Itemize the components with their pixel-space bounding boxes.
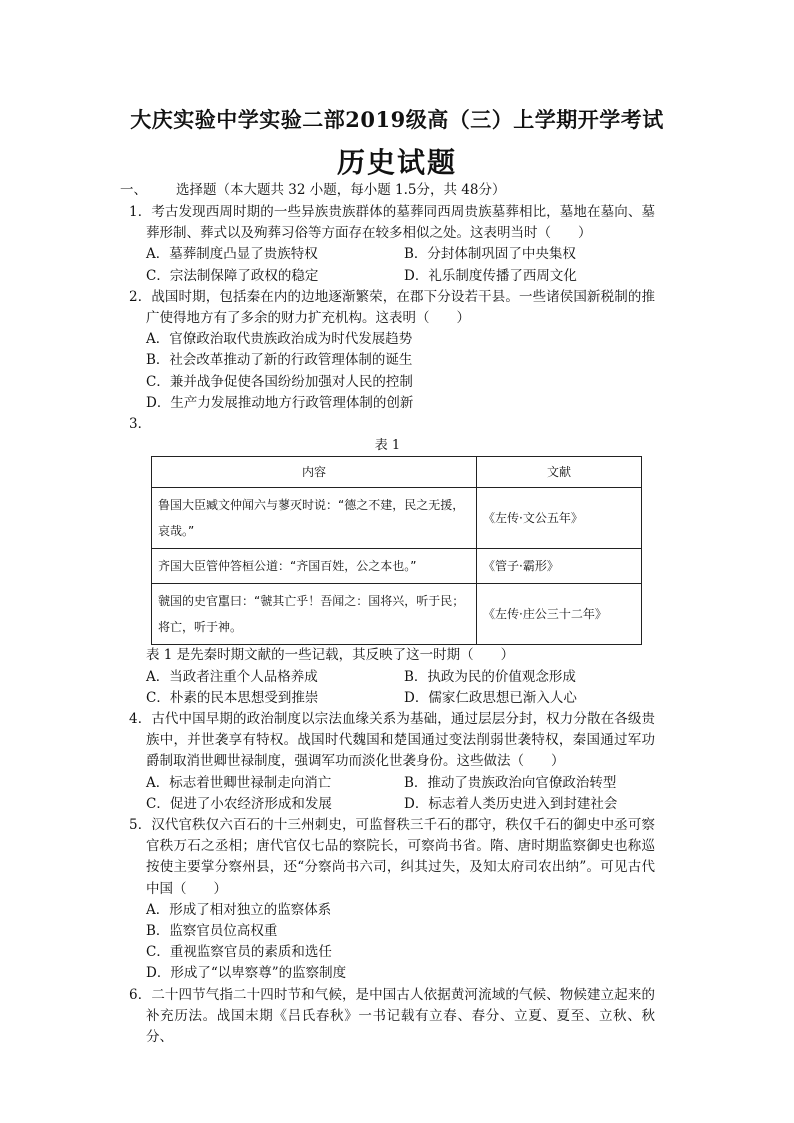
option-d: D．礼乐制度传播了西周文化 xyxy=(404,267,577,284)
question-6 xyxy=(120,985,655,1049)
option-c: C．重视监察官员的素质和选任 xyxy=(146,944,332,961)
table-row xyxy=(152,549,642,584)
question-1 xyxy=(120,202,655,287)
option-a: A．官僚政治取代贵族政治成为时代发展趋势 xyxy=(146,331,413,348)
question-stem: 4．古代中国早期的政治制度以宗法血缘关系为基础，通过层层分封，权力分散在各级贵族中，并世袭享有特权。战国时代魏国和楚国通过变法削弱世袭特权，秦国通过军功爵制取消世卿世禄制度，强调军功而淡化世袭身份。这些做法（ ） xyxy=(129,711,655,770)
table-row xyxy=(152,488,642,549)
question-3 xyxy=(120,414,655,709)
exam-title: 大庆实验中学实验二部2019级高（三）上学期开学考试 xyxy=(130,107,664,132)
options xyxy=(120,244,655,286)
table-cell-source: 《左传·文公五年》 xyxy=(477,488,642,549)
table-cell-content: 虢国的史官嚚曰：“虢其亡乎！吾闻之：国将兴，听于民；将亡，听于神。 xyxy=(152,584,477,645)
table-header-row xyxy=(152,457,642,488)
option-b: B．推动了贵族政治向官僚政治转型 xyxy=(404,774,617,791)
question-stem: 表 1 是先秦时期文献的一些记载，其反映了这一时期（ ） xyxy=(146,647,515,664)
option-c: C．促进了小农经济形成和发展 xyxy=(146,795,332,812)
section-text: 选择题（本大题共 32 小题，每小题 1.5分，共 48分） xyxy=(176,182,506,198)
option-c: C．宗法制保障了政权的稳定 xyxy=(146,267,319,284)
option-d: D．生产力发展推动地方行政管理体制的创新 xyxy=(146,394,414,411)
section-heading xyxy=(120,178,506,198)
table-cell-content: 齐国大臣管仲答桓公道：“齐国百姓，公之本也。” xyxy=(152,549,477,584)
question-stem: 2．战国时期，包括秦在内的边地逐渐繁荣，在郡下分设若干县。一些诸侯国新税制的推广使得地方有了多余的财力扩充机构。这表明（ ） xyxy=(129,288,655,327)
option-a: A．标志着世卿世禄制走向消亡 xyxy=(146,774,332,791)
table-header-source: 文献 xyxy=(477,457,642,488)
question-stem: 5．汉代官秩仅六百石的十三州刺史，可监督秩三千石的郡守，秩仅千石的御史中丞可察官秩万石之丞相；唐代官仅七品的察院长，可察尚书省。隋、唐时期监察御史也称巡按使主要掌分察州县，还“分察尚书六司，纠其过失，及知太府司农出纳”。可见古代中国（ ） xyxy=(129,817,655,897)
option-b: B．社会改革推动了新的行政管理体制的诞生 xyxy=(146,352,413,369)
table-cell-content: 鲁国大臣臧文仲闻六与蓼灭时说：“德之不建，民之无援，哀哉。” xyxy=(152,488,477,549)
question-number: 3． xyxy=(129,416,152,433)
option-b: B．监察官员位高权重 xyxy=(146,923,278,940)
options xyxy=(120,773,655,815)
option-b: B．执政为民的价值观念形成 xyxy=(404,668,576,685)
table-row xyxy=(152,584,642,645)
option-c: C．兼并战争促使各国纷纷加强对人民的控制 xyxy=(146,373,413,390)
question-stem: 6．二十四节气指二十四时节和气候，是中国古人依据黄河流域的气候、物候建立起来的补充历法。战国末期《吕氏春秋》一书记载有立春、春分、立夏、夏至、立秋、秋分、 xyxy=(129,986,655,1046)
history-table xyxy=(151,456,642,645)
exam-subject-title: 历史试题 xyxy=(336,146,457,179)
table-cell-source: 《左传·庄公三十二年》 xyxy=(477,584,642,645)
option-c: C．朴素的民本思想受到推崇 xyxy=(146,689,319,706)
option-d: D．儒家仁政思想已渐入人心 xyxy=(404,689,577,706)
question-4 xyxy=(120,709,655,815)
option-d: D．标志着人类历史进入到封建社会 xyxy=(404,795,618,812)
question-5 xyxy=(120,815,655,985)
option-a: A．墓葬制度凸显了贵族特权 xyxy=(146,246,318,263)
table-cell-source: 《管子·霸形》 xyxy=(477,549,642,584)
option-a: A．当政者注重个人品格养成 xyxy=(146,668,318,685)
option-b: B．分封体制巩固了中央集权 xyxy=(404,246,576,263)
options xyxy=(120,667,655,709)
section-number: 一、 xyxy=(120,182,147,198)
questions-container xyxy=(120,202,655,1048)
option-d: D．形成了“以卑察尊”的监察制度 xyxy=(146,965,347,982)
table-header-content: 内容 xyxy=(152,457,477,488)
option-a: A．形成了相对独立的监察体系 xyxy=(146,901,332,918)
question-stem: 1．考古发现西周时期的一些异族贵族群体的墓葬同西周贵族墓葬相比，墓地在墓向、墓葬形制、葬式以及殉葬习俗等方面存在较多相似之处。这表明当时（ ） xyxy=(129,204,655,242)
table-caption: 表 1 xyxy=(374,438,401,454)
question-2 xyxy=(120,287,655,414)
